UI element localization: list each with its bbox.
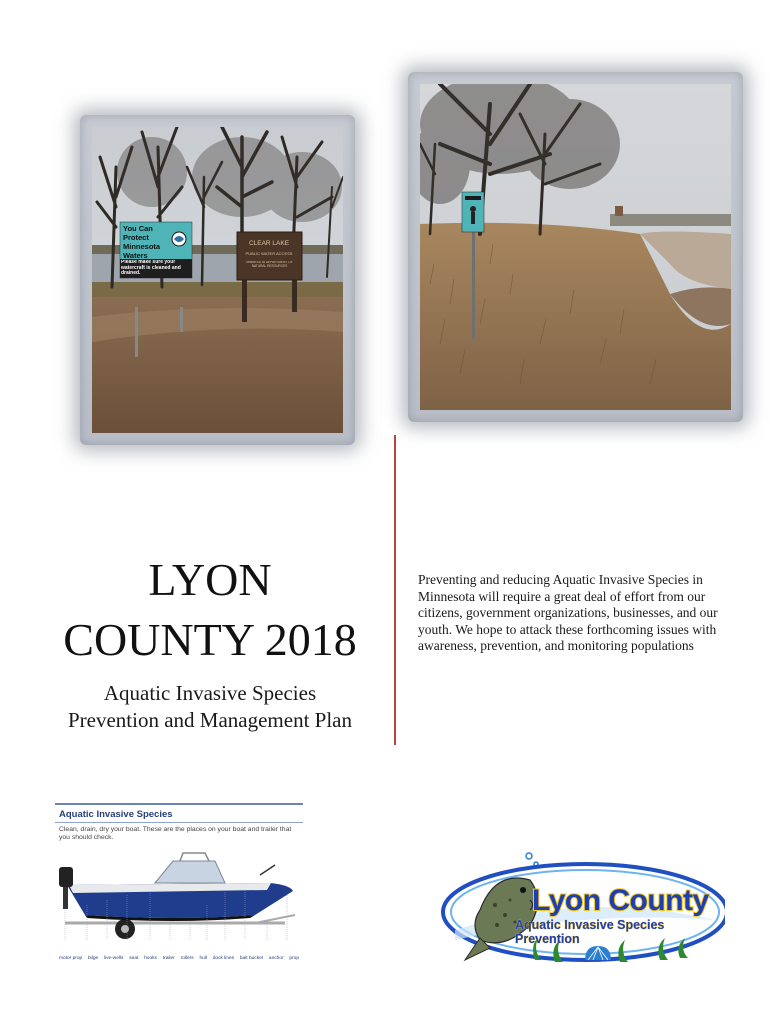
boat-check-graphic: [55, 803, 303, 973]
logo-name: Lyon County: [532, 884, 709, 917]
sign-blue-line-4: Waters: [123, 251, 148, 260]
boat-trailer-icon: [55, 845, 303, 945]
boat-part-label: rollers: [180, 956, 194, 961]
sign-blue-subtext: Please make sure your watercraft is cleaned and drained.: [121, 260, 181, 276]
photo-lake-access: [92, 127, 343, 433]
sign-blue-line-1: You Can: [123, 224, 153, 233]
boat-part-label: seat: [129, 956, 139, 961]
boat-graphic-description: Clean, drain, dry your boat. These are the places on your boat and trailer that you should check.: [59, 826, 292, 841]
sign-brown-title: CLEAR LAKE: [248, 240, 290, 247]
boat-part-label: bait bucket: [239, 956, 264, 961]
subtitle-line-1: Aquatic Invasive Species: [103, 681, 317, 705]
boat-graphic-title: Aquatic Invasive Species: [55, 805, 303, 823]
subtitle-line-2: Prevention and Management Plan: [67, 708, 352, 732]
boat-part-label: dock lines: [212, 956, 235, 961]
boat-part-label: trailer: [162, 956, 175, 961]
boat-part-label: motor prop: [59, 956, 83, 961]
photo-shoreline-path: [420, 84, 731, 410]
title-line-1: LYON: [148, 554, 272, 605]
boat-part-label: live-wells: [103, 956, 124, 961]
shoreline-path-scene: [420, 84, 731, 410]
lyon-county-logo: [435, 850, 725, 980]
sign-blue-line-3: Minnesota: [123, 242, 161, 251]
boat-part-label: hull: [199, 956, 207, 961]
sign-brown-footer: MINNESOTA DEPARTMENT OF NATURAL RESOURCES: [246, 261, 293, 268]
title-line-2: COUNTY 2018: [63, 614, 357, 665]
boat-part-label: hooks: [144, 956, 157, 961]
boat-parts-labels: [59, 956, 299, 961]
sign-brown-sub: PUBLIC WATER ACCESS: [245, 251, 293, 256]
lake-access-scene: [92, 127, 343, 433]
photo-shoreline-path-frame: [408, 72, 743, 422]
boat-part-label: bilge: [88, 956, 99, 961]
vertical-divider: [394, 435, 396, 745]
intro-paragraph: Preventing and reducing Aquatic Invasive Species in Minnesota will require a great deal of effort from our citizens, government organizations, businesses, and our youth. We hope to attack these forthcoming issues with awareness, prevention, and monitoring populations: [418, 572, 718, 653]
sign-blue-line-2: Protect: [123, 233, 149, 242]
boat-part-label: anchor: [268, 956, 284, 961]
photo-lake-access-frame: [80, 115, 355, 445]
logo-tagline: Aquatic Invasive Species Prevention: [515, 918, 665, 946]
boat-part-label: prop: [289, 956, 299, 961]
